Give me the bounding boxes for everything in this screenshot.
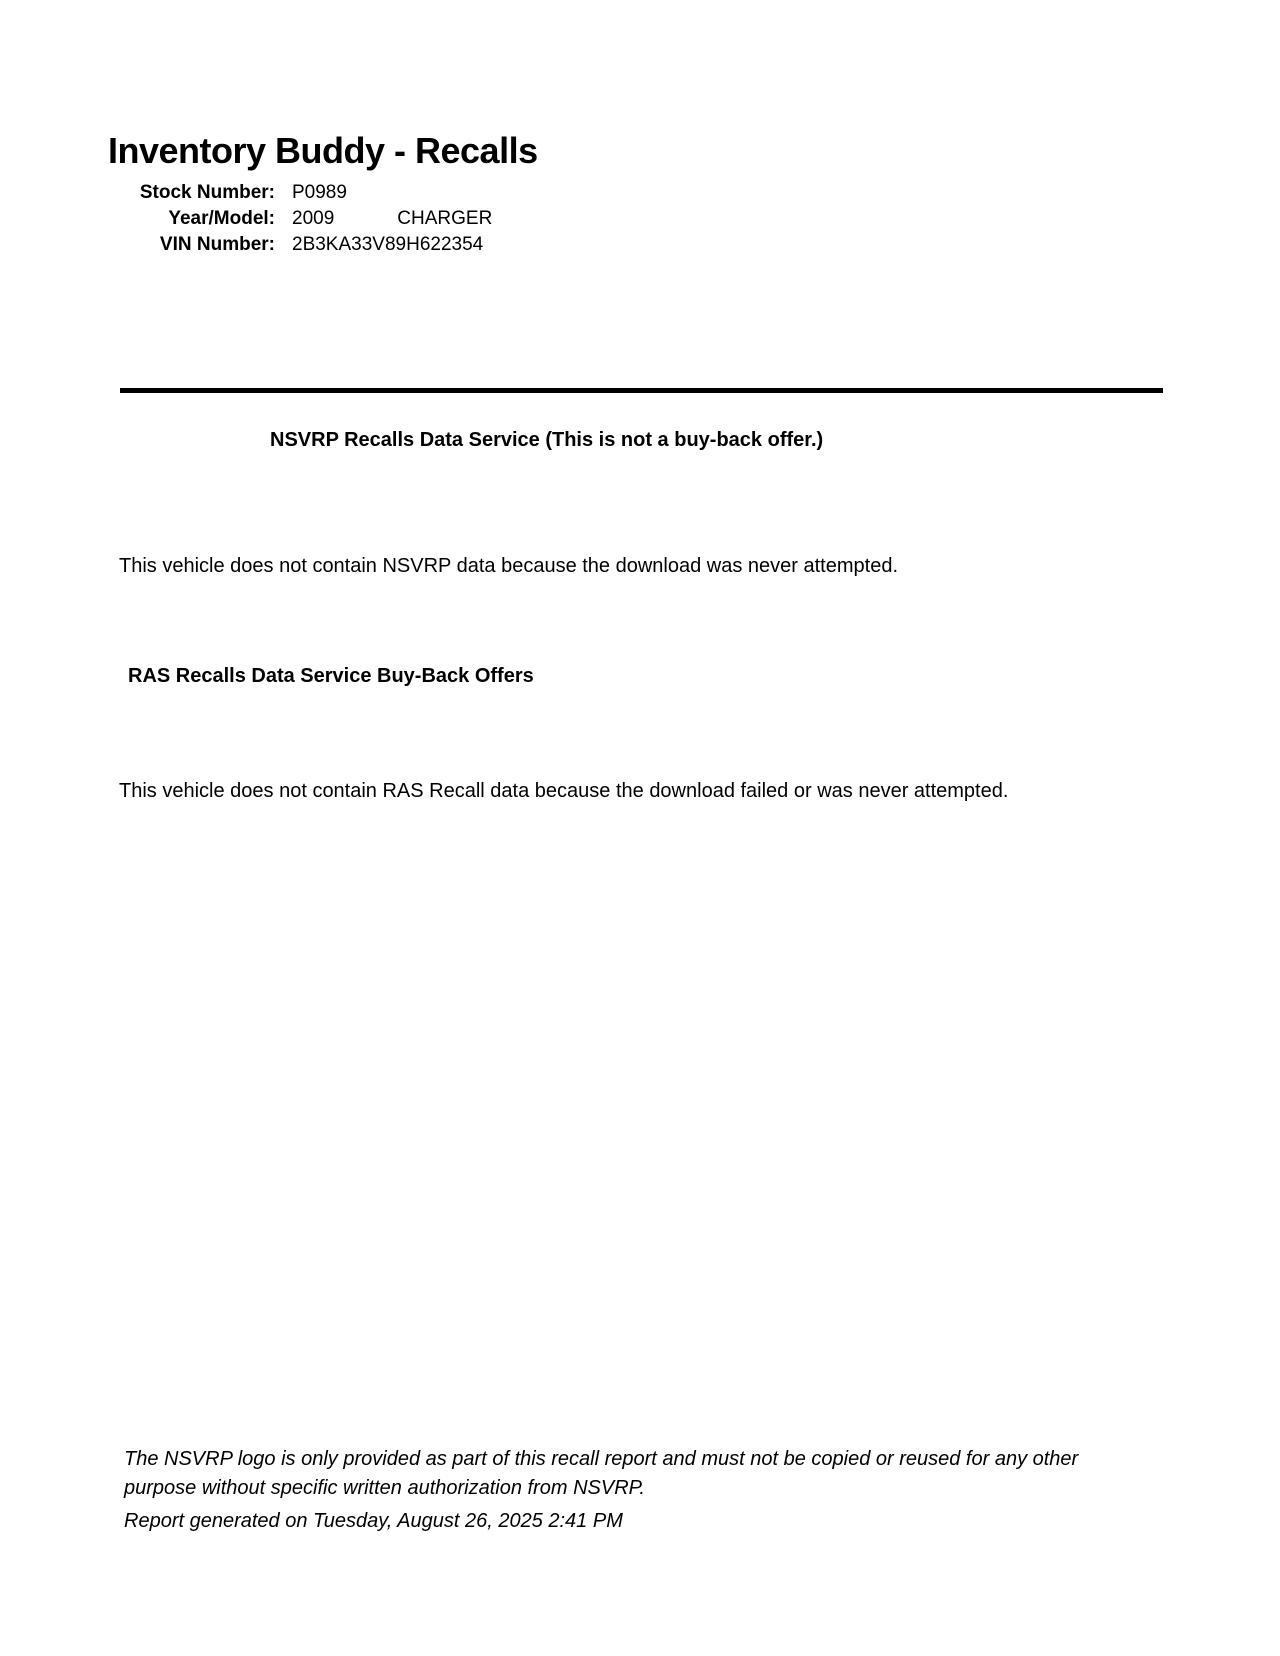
year-value: 2009	[292, 208, 335, 229]
stock-number-row	[108, 180, 492, 206]
nsvrp-section-heading: NSVRP Recalls Data Service (This is not a buy-back offer.)	[270, 429, 824, 451]
vin-number-row	[108, 232, 492, 258]
stock-number-value: P0989	[292, 182, 347, 203]
footer-disclaimer	[124, 1445, 1078, 1503]
model-value: CHARGER	[397, 208, 493, 229]
year-model-value	[275, 206, 492, 232]
stock-number-label: Stock Number:	[139, 182, 275, 203]
vin-number-label: VIN Number:	[159, 234, 275, 255]
ras-section-heading: RAS Recalls Data Service Buy-Back Offers	[128, 665, 534, 687]
nsvrp-status-message: This vehicle does not contain NSVRP data because the download was never attempted.	[119, 555, 898, 577]
vin-number-value: 2B3KA33V89H622354	[292, 234, 484, 255]
footer-disclaimer-line1: The NSVRP logo is only provided as part of this recall report and must not be copied or reused for any other	[124, 1448, 1079, 1470]
report-generated-timestamp: Report generated on Tuesday, August 26, 2025 2:41 PM	[124, 1510, 623, 1532]
year-model-label: Year/Model:	[168, 208, 275, 229]
ras-status-message: This vehicle does not contain RAS Recall data because the download failed or was never attempted.	[119, 780, 1009, 802]
section-divider-rule	[120, 388, 1163, 393]
vehicle-info-block	[108, 180, 492, 258]
footer-disclaimer-line2: purpose without specific written authorization from NSVRP.	[124, 1477, 645, 1499]
page-title: Inventory Buddy - Recalls	[108, 130, 538, 171]
year-model-row	[108, 206, 492, 232]
